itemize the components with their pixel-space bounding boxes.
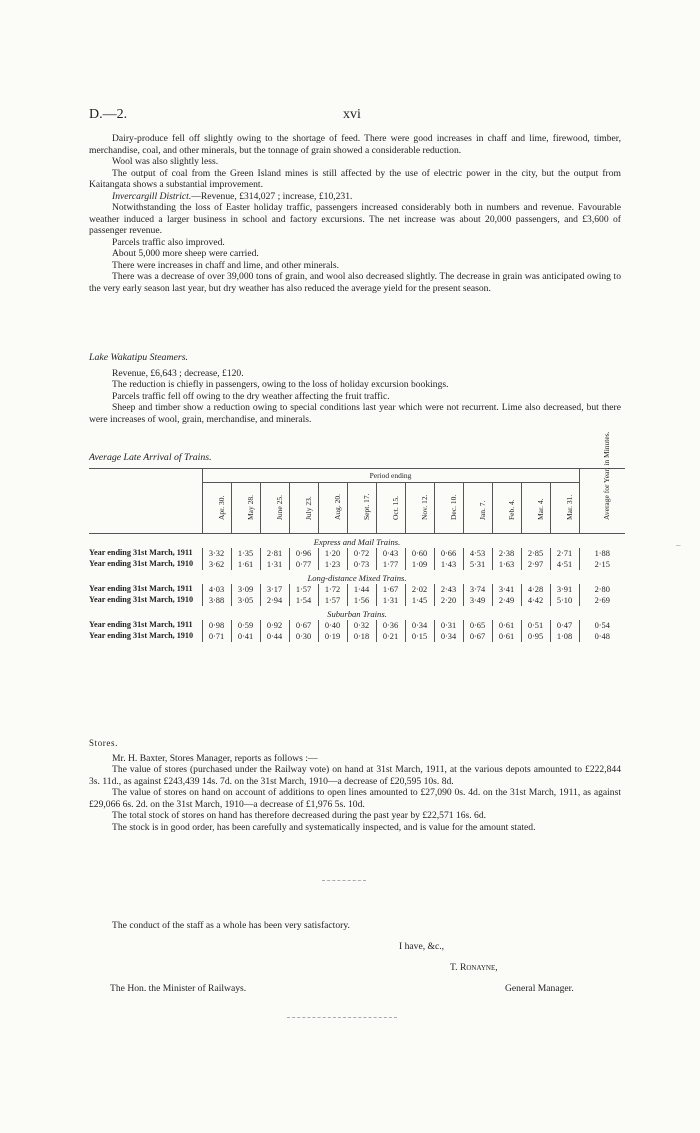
paragraph: Dairy-produce fell off slightly owing to the shortage of feed. There were good increases in chaff and lime, firewood, timber, merchandise, coal, and other minerals, but the tonnage of grain showed a considerable reduction.: [89, 133, 621, 156]
lake-wakatipu-section: [89, 352, 621, 425]
table-cell: 4·28: [521, 584, 550, 595]
table-cell: 1·45: [405, 595, 434, 606]
column-header: Nov. 12.: [405, 483, 434, 534]
column-header: Feb. 4.: [492, 483, 521, 534]
district-label: Invercargill District.: [112, 190, 192, 202]
table-cell: 1·88: [579, 548, 625, 559]
blank-header-cell: [89, 469, 202, 483]
paragraph: About 5,000 more sheep were carried.: [112, 248, 259, 259]
table-cell: 0·48: [579, 631, 625, 642]
table-cell: 0·59: [231, 620, 260, 631]
table-cell: 5·31: [463, 559, 492, 570]
table-cell: 2·15: [579, 559, 625, 570]
table-cell: 1·57: [318, 595, 347, 606]
table-cell: 1·77: [376, 559, 405, 570]
table-cell: 1·31: [376, 595, 405, 606]
group-heading: Express and Mail Trains.: [313, 537, 401, 547]
table-cell: 2·38: [492, 548, 521, 559]
table-cell: 0·96: [289, 548, 318, 559]
upper-text: [89, 133, 621, 294]
paragraph: Wool was also slightly less.: [112, 156, 219, 167]
table-cell: 0·30: [289, 631, 318, 642]
table-cell: 2·97: [521, 559, 550, 570]
table-cell: 3·09: [231, 584, 260, 595]
column-header: Mar. 31.: [550, 483, 579, 534]
table-cell: 0·34: [434, 631, 463, 642]
signer-name: T. Ronayne,: [450, 961, 498, 973]
table-cell: 1·43: [434, 559, 463, 570]
row-label-header: [89, 483, 202, 534]
table-cell: 1·08: [550, 631, 579, 642]
margin-mark: –: [676, 540, 681, 550]
paragraph: The reduction is chiefly in passengers, owing to the loss of holiday excursion bookings.: [112, 379, 449, 390]
column-header: July 23.: [289, 483, 318, 534]
column-header: June 25.: [260, 483, 289, 534]
table-cell: 0·51: [521, 620, 550, 631]
table-cell: 0·44: [260, 631, 289, 642]
table-cell: 0·95: [521, 631, 550, 642]
table-cell: 0·21: [376, 631, 405, 642]
page-number: xvi: [343, 107, 361, 122]
table-cell: 2·02: [405, 584, 434, 595]
table-cell: 1·09: [405, 559, 434, 570]
group-row: [89, 570, 625, 584]
table-cell: 0·31: [434, 620, 463, 631]
group-heading: Suburban Trains.: [327, 609, 387, 619]
group-row: [89, 534, 625, 549]
paragraph: The stock is in good order, has been carefully and systematically inspected, and is value for the amount stated.: [112, 821, 536, 833]
table-cell: 1·31: [260, 559, 289, 570]
district-summary: —Revenue, £314,027 ; increase, £10,231.: [191, 190, 353, 202]
table-title: Average Late Arrival of Trains.: [89, 452, 212, 463]
table-row: [89, 584, 625, 595]
column-header: Mar. 4.: [521, 483, 550, 534]
paragraph: Notwithstanding the loss of Easter holiday traffic, passengers increased considerably both in numbers and revenue. Favourable weather induced a larger business in school and factory excursions. The net increase was about 20,000 passengers, and £3,600 of passenger revenue.: [89, 202, 621, 236]
closing-divider: [287, 1017, 397, 1018]
table-cell: 0·60: [405, 548, 434, 559]
table-cell: 0·66: [434, 548, 463, 559]
paragraph: There was a decrease of over 39,000 tons of grain, and wool also decreased slightly. The decrease in grain was anticipated owing to the very early season last year, but dry weather has also reduced the average yield for the present season.: [89, 271, 621, 294]
table-cell: 1·56: [347, 595, 376, 606]
table-cell: 4·03: [202, 584, 231, 595]
table-cell: 0·40: [318, 620, 347, 631]
table-cell: 0·19: [318, 631, 347, 642]
paragraph: The output of coal from the Green Island mines is still affected by the use of electric power in the city, but the output from Kaitangata shows a substantial improvement.: [89, 167, 621, 190]
table-cell: 0·98: [202, 620, 231, 631]
table-cell: 1·20: [318, 548, 347, 559]
paragraph: There were increases in chaff and lime, and other minerals.: [112, 259, 340, 271]
table-cell: 0·34: [405, 620, 434, 631]
table-cell: 0·61: [492, 620, 521, 631]
table-cell: 3·91: [550, 584, 579, 595]
table-cell: 3·17: [260, 584, 289, 595]
paragraph: Parcels traffic fell off owing to the dry weather affecting the fruit traffic.: [112, 390, 390, 402]
paragraph: Mr. H. Baxter, Stores Manager, reports as follows :—: [112, 752, 318, 764]
table-row: [89, 595, 625, 606]
table-cell: 0·36: [376, 620, 405, 631]
invercargill-summary: [89, 191, 621, 203]
table-cell: 1·23: [318, 559, 347, 570]
closing-block: [89, 910, 621, 996]
table-cell: 0·61: [492, 631, 521, 642]
table-title-wrap: [89, 452, 621, 464]
table-cell: 2·80: [579, 584, 625, 595]
table-cell: 5·10: [550, 595, 579, 606]
document-code: D.—2.: [89, 107, 128, 122]
table-cell: 0·47: [550, 620, 579, 631]
table-cell: 0·77: [289, 559, 318, 570]
paragraph: The value of stores on hand on account of additions to open lines amounted to £27,090 0s. 4d. on the 31st March, 1911, as against £29,066 6s. 2d. on the 31st March, 1910—a decrease of £1,976 5s. 10d.: [89, 787, 621, 810]
row-label: Year ending 31st March, 1911: [89, 584, 193, 593]
table-cell: 4·53: [463, 548, 492, 559]
table-cell: 2·20: [434, 595, 463, 606]
column-header: May 28.: [231, 483, 260, 534]
table-cell: 1·57: [289, 584, 318, 595]
table-cell: 1·35: [231, 548, 260, 559]
row-label: Year ending 31st March, 1910: [89, 595, 194, 604]
column-header: Average for Year, in Minutes.: [579, 469, 625, 534]
row-label: Year ending 31st March, 1911: [89, 548, 193, 557]
table-cell: 0·65: [463, 620, 492, 631]
paragraph: Parcels traffic also improved.: [112, 236, 225, 248]
group-heading: Long-distance Mixed Trains.: [307, 573, 407, 583]
table-cell: 1·67: [376, 584, 405, 595]
table-cell: 0·71: [202, 631, 231, 642]
closing-line: The conduct of the staff as a whole has been very satisfactory.: [112, 919, 350, 931]
table-row: [89, 548, 625, 559]
table-cell: 1·61: [231, 559, 260, 570]
table-cell: 0·54: [579, 620, 625, 631]
closing-have: I have, &c.,: [399, 940, 445, 952]
table-cell: 2·85: [521, 548, 550, 559]
section-divider: [322, 880, 366, 881]
table-row: [89, 620, 625, 631]
table-cell: 2·49: [492, 595, 521, 606]
table-cell: 3·62: [202, 559, 231, 570]
table-cell: 3·05: [231, 595, 260, 606]
column-header: Aug. 20.: [318, 483, 347, 534]
row-label: Year ending 31st March, 1910: [89, 631, 194, 640]
section-heading: Lake Wakatipu Steamers.: [89, 352, 188, 363]
table-cell: 1·54: [289, 595, 318, 606]
table-cell: 2·94: [260, 595, 289, 606]
stores-section: [89, 738, 621, 833]
table-cell: 3·41: [492, 584, 521, 595]
table-cell: 3·88: [202, 595, 231, 606]
table-cell: 2·81: [260, 548, 289, 559]
table-cell: 1·44: [347, 584, 376, 595]
table-cell: 0·73: [347, 559, 376, 570]
table-cell: 0·72: [347, 548, 376, 559]
paragraph: Sheep and timber show a reduction owing to special conditions last year which were not recurrent. Lime also decreased, but there were increases of wool, grain, merchandise, and minerals.: [89, 402, 621, 425]
table-cell: 2·43: [434, 584, 463, 595]
table-cell: 4·42: [521, 595, 550, 606]
table-cell: 0·18: [347, 631, 376, 642]
table-cell: 3·74: [463, 584, 492, 595]
table-cell: 0·41: [231, 631, 260, 642]
table-cell: 0·43: [376, 548, 405, 559]
table-cell: 0·32: [347, 620, 376, 631]
row-label: Year ending 31st March, 1911: [89, 620, 193, 629]
table-row: [89, 631, 625, 642]
column-header: Apr. 30.: [202, 483, 231, 534]
table-cell: 3·49: [463, 595, 492, 606]
table-row: [89, 559, 625, 570]
period-ending-label: Period ending: [202, 469, 579, 483]
section-heading: Stores.: [89, 738, 118, 748]
table-cell: 0·92: [260, 620, 289, 631]
row-label: Year ending 31st March, 1910: [89, 559, 194, 568]
paragraph: Revenue, £6,643 ; decrease, £120.: [112, 367, 244, 379]
group-row: [89, 606, 625, 620]
table-cell: 3·32: [202, 548, 231, 559]
table-cell: 0·67: [463, 631, 492, 642]
column-header: Oct. 15.: [376, 483, 405, 534]
table-cell: 4·51: [550, 559, 579, 570]
page-header: [89, 107, 611, 123]
table-cell: 2·69: [579, 595, 625, 606]
table-cell: 0·15: [405, 631, 434, 642]
column-header: Jan. 7.: [463, 483, 492, 534]
table-cell: 1·72: [318, 584, 347, 595]
paragraph: The total stock of stores on hand has therefore decreased during the past year by £22,571 16s. 6d.: [112, 810, 487, 821]
table-cell: 2·71: [550, 548, 579, 559]
addressee: The Hon. the Minister of Railways.: [110, 982, 247, 994]
paragraph: The value of stores (purchased under the Railway vote) on hand at 31st March, 1911, at the various depots amounted to £222,844 3s. 11d., as against £243,439 14s. 7d. on the 31st March, 1910—a decrease of £20,595 10s. 8d.: [89, 764, 621, 787]
signer-title: General Manager.: [505, 982, 574, 994]
column-header: Dec. 10.: [434, 483, 463, 534]
table-cell: 1·63: [492, 559, 521, 570]
column-header: Sept. 17.: [347, 483, 376, 534]
table-cell: 0·67: [289, 620, 318, 631]
